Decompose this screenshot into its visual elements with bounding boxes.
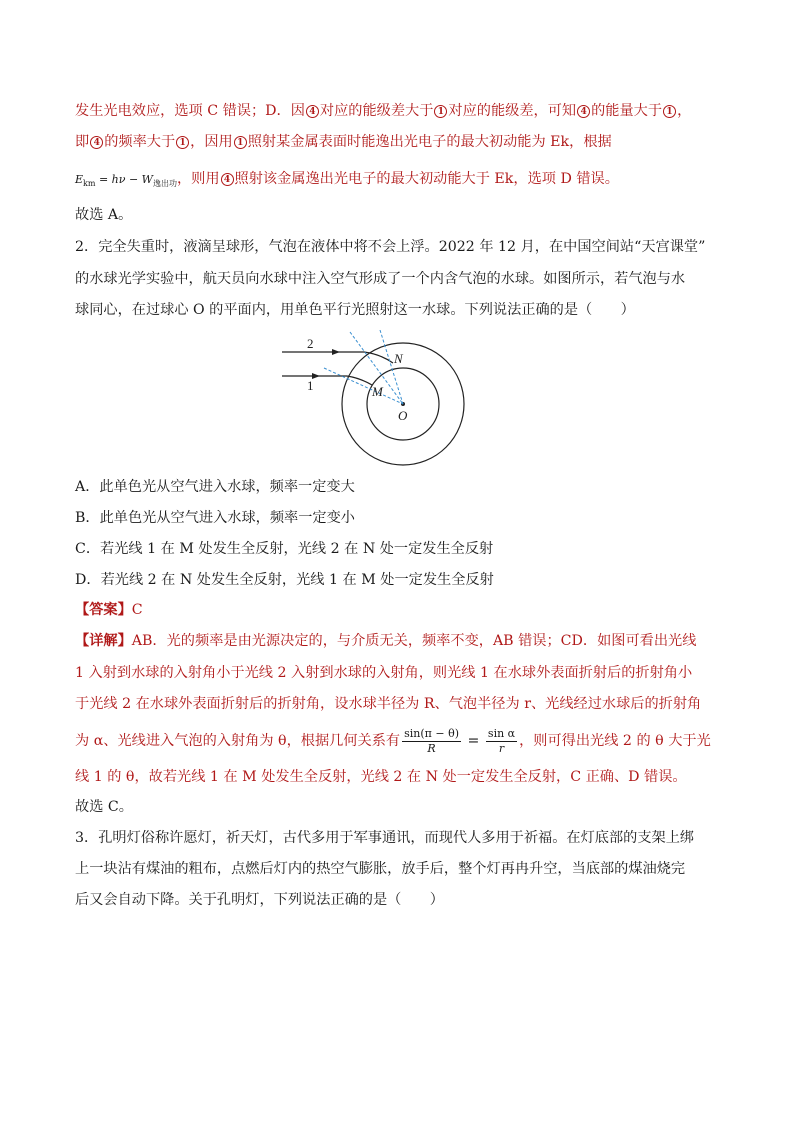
ray-2-arrow-icon bbox=[332, 349, 340, 355]
circled-number: 4 bbox=[306, 105, 319, 118]
text: AB．光的频率是由光源决定的，与介质无关，频率不变，AB 错误；CD．如图可看出光线 bbox=[131, 633, 697, 649]
text: 照射某金属表面时能逸出光电子的最大初动能为 Ek，根据 bbox=[247, 134, 612, 150]
circled-number: 1 bbox=[663, 105, 676, 118]
text: ，因用 bbox=[190, 134, 233, 150]
q2-option-a: A．此单色光从空气进入水球，频率一定变大 bbox=[75, 479, 355, 495]
q2-conclusion: 故选 C。 bbox=[75, 799, 133, 815]
answer-value: C bbox=[131, 602, 143, 618]
fraction-denominator: R bbox=[427, 741, 436, 755]
q2-stem-line-2: 的水球光学实验中，航天员向水球中注入空气形成了一个内含气泡的水球。如图所示，若气泡与水 bbox=[75, 271, 686, 287]
formula-mid: = hν − W bbox=[95, 173, 153, 186]
text: 对应的能级差大于 bbox=[319, 103, 434, 119]
q2-stem-line-1: 2．完全失重时，液滴呈球形，气泡在液体中将不会上浮。2022 年 12 月，在中国空间站“天宫课堂” bbox=[75, 239, 706, 255]
prev-explanation-line-1 bbox=[75, 101, 691, 121]
label-o: O bbox=[398, 408, 408, 423]
q3-stem-line-1: 3．孔明灯俗称许愿灯，祈天灯，古代多用于军事通讯，而现代人多用于祈福。在灯底部的支架上绑 bbox=[75, 830, 695, 846]
normal-line-1 bbox=[324, 368, 403, 404]
fraction-numerator: sin(π − θ) bbox=[404, 726, 459, 740]
fraction-numerator: sin α bbox=[487, 726, 516, 740]
text: ，则可得出光线 2 的 θ 大于光 bbox=[519, 733, 711, 749]
circled-number: 4 bbox=[577, 105, 590, 118]
circled-number: 4 bbox=[90, 136, 103, 149]
equals-sign: = bbox=[463, 733, 484, 749]
label-m: M bbox=[372, 384, 383, 399]
q2-detail-line-2: 1 入射到水球的入射角小于光线 2 入射到水球的入射角，则光线 1 在水球外表面折射后的折射角小 bbox=[75, 665, 693, 681]
circled-number: 1 bbox=[176, 136, 189, 149]
text: 发生光电效应，选项 C 错误；D．因 bbox=[75, 103, 305, 119]
detail-label: 【详解】 bbox=[75, 633, 132, 649]
q2-option-c: C．若光线 1 在 M 处发生全反射，光线 2 在 N 处一定发生全反射 bbox=[75, 541, 494, 557]
fraction-1 bbox=[402, 727, 461, 756]
text: 照射该金属逸出光电子的最大初动能大于 Ek，选项 D 错误。 bbox=[234, 171, 619, 187]
circled-number: 1 bbox=[434, 105, 447, 118]
water-ball-figure bbox=[280, 330, 480, 470]
text: 为 α、光线进入气泡的入射角为 θ，根据几何关系有 bbox=[75, 733, 401, 749]
circled-number: 1 bbox=[234, 136, 247, 149]
q3-stem-line-2: 上一块沾有煤油的粗布，点燃后灯内的热空气膨胀，放手后，整个灯再冉升空，当底部的煤油烧完 bbox=[75, 861, 686, 877]
answer-label: 【答案】 bbox=[75, 602, 132, 618]
formula-lhs: E bbox=[75, 173, 84, 186]
q2-stem-line-3: 球同心，在过球心 O 的平面内，用单色平行光照射这一水球。下列说法正确的是（ ） bbox=[75, 302, 635, 318]
q3-stem-line-3: 后又会自动下降。关于孔明灯，下列说法正确的是（ ） bbox=[75, 892, 444, 908]
text: 的能量大于 bbox=[591, 103, 663, 119]
text: 对应的能级差，可知 bbox=[448, 103, 577, 119]
q2-answer bbox=[75, 600, 143, 620]
formula-sub: 逸出功 bbox=[152, 179, 177, 189]
label-n: N bbox=[394, 351, 403, 366]
text: ， bbox=[677, 103, 692, 119]
label-ray-1: 1 bbox=[307, 378, 314, 393]
formula bbox=[75, 173, 177, 189]
normal-line-n bbox=[380, 330, 403, 404]
label-ray-2: 2 bbox=[307, 336, 314, 351]
q2-detail-line-3: 于光线 2 在水球外表面折射后的折射角，设水球半径为 R、气泡半径为 r、光线经过水球后的折射角 bbox=[75, 696, 702, 712]
q2-option-d: D．若光线 2 在 N 处发生全反射，光线 1 在 M 处一定发生全反射 bbox=[75, 572, 494, 588]
text: 的频率大于 bbox=[104, 134, 176, 150]
prev-explanation-line-2 bbox=[75, 132, 612, 152]
fraction-2 bbox=[486, 727, 517, 756]
prev-conclusion: 故选 A。 bbox=[75, 207, 133, 223]
q2-detail-line-1 bbox=[75, 631, 696, 651]
q2-option-b: B．此单色光从空气进入水球，频率一定变小 bbox=[75, 510, 355, 526]
text: ，则用 bbox=[176, 171, 220, 187]
q2-detail-line-5: 线 1 的 θ，故若光线 1 在 M 处发生全反射，光线 2 在 N 处一定发生全反射，C 正确、D 错误。 bbox=[75, 769, 687, 785]
q2-detail-line-4 bbox=[75, 724, 711, 758]
prev-explanation-line-3 bbox=[75, 169, 619, 194]
formula-lhs-sub: km bbox=[83, 179, 96, 189]
circled-number: 4 bbox=[221, 173, 234, 186]
fraction-denominator: r bbox=[498, 741, 505, 755]
ray-1-refracted bbox=[347, 376, 372, 385]
text: 即 bbox=[75, 134, 90, 150]
